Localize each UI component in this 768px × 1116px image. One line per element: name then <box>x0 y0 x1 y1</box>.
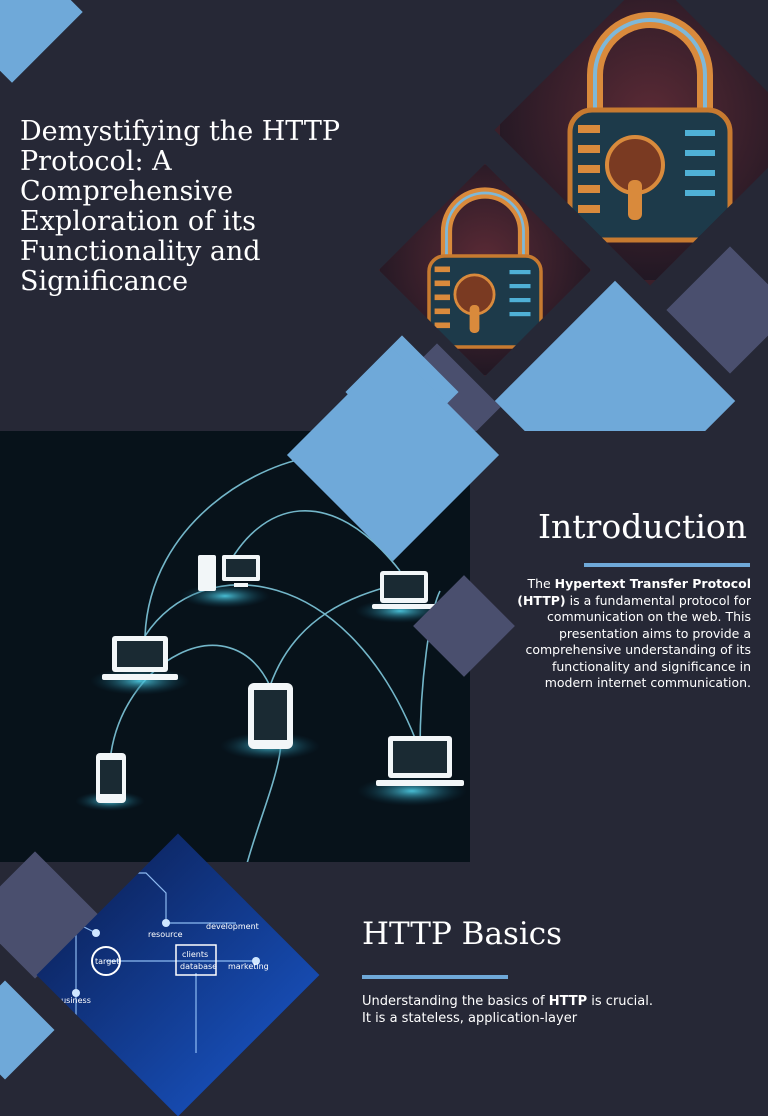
diagram-label-development: development <box>206 922 259 931</box>
introduction-body: The Hypertext Transfer Protocol (HTTP) is a fundamental protocol for communication on the web. This presentation aims to provide a comprehensive understanding of its functionality and significance in modern internet communication. <box>517 576 751 690</box>
http-basics-heading: HTTP Basics <box>362 916 563 952</box>
tech-diagram-image <box>37 834 320 1116</box>
smartphone-icon <box>96 753 126 803</box>
diagram-label-clients: clients <box>182 950 209 959</box>
http-basics-body: Understanding the basics of HTTP is crucial. It is a stateless, application-layer <box>362 994 654 1026</box>
introduction-underline <box>584 563 750 567</box>
introduction-heading: Introduction <box>538 507 747 546</box>
diagram-label-seo: seo <box>84 870 98 879</box>
diagram-label-database: database <box>180 962 218 971</box>
diagram-label-business: business <box>55 996 91 1005</box>
diagram-label-resource: resource <box>148 930 183 939</box>
decor-diamond-topleft <box>0 0 83 83</box>
decor-diamond-basics-bottom <box>0 981 54 1080</box>
diagram-label-target: target <box>95 957 120 966</box>
diagram-label-marketing: marketing <box>228 962 269 971</box>
page-title: Demystifying the HTTP Protocol: A Comprehensive Exploration of its Functionality and Significance <box>20 116 340 297</box>
tablet-icon <box>248 683 293 749</box>
http-basics-underline <box>362 975 508 979</box>
